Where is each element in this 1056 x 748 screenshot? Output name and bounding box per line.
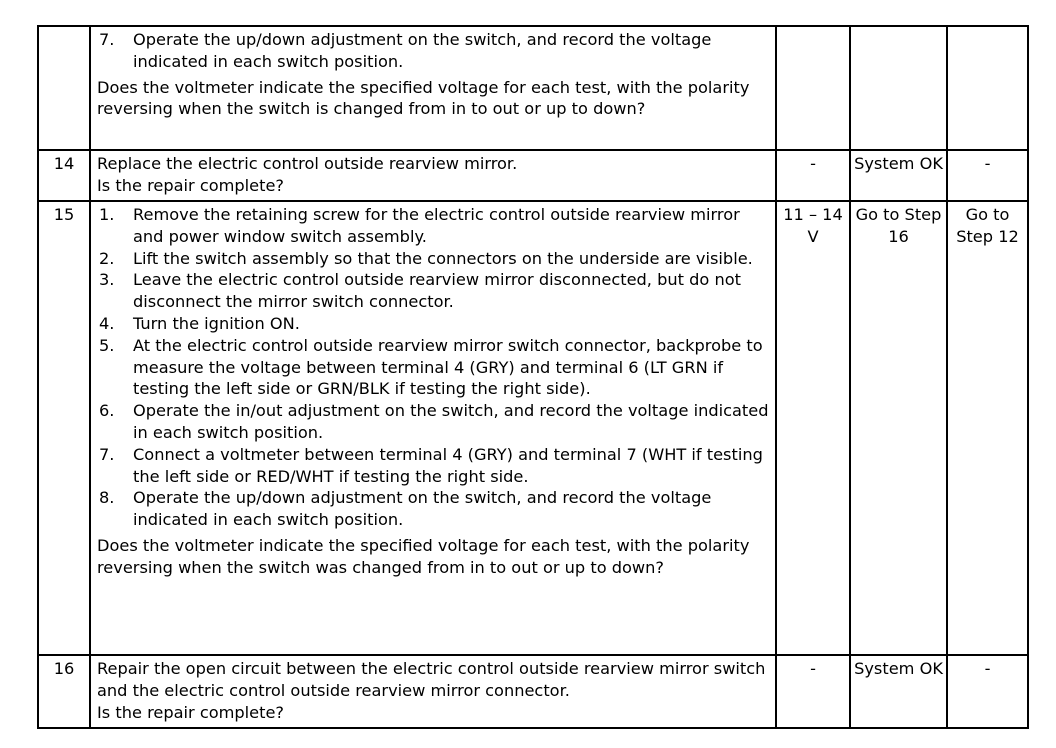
instruction-number: 1. <box>99 205 115 224</box>
instruction-number: 2. <box>99 248 115 268</box>
question-text: Is the repair complete? <box>97 175 285 195</box>
instruction-number: 7. <box>99 444 115 464</box>
instruction-item <box>97 248 769 270</box>
table-row <box>38 201 1028 655</box>
instruction-number: 5. <box>99 335 115 355</box>
no-cell <box>947 26 1028 150</box>
action-cell <box>90 150 776 201</box>
yes-cell: System OK <box>850 150 947 201</box>
yes-cell: Go to Step 16 <box>850 201 947 655</box>
instruction-item <box>97 204 769 248</box>
step-number: 16 <box>38 655 90 728</box>
action-text: Repair the open circuit between the electric control outside rearview mirror switch and the electric control outside rearview mirror connector. <box>97 659 766 700</box>
value-cell <box>776 26 850 150</box>
action-cell <box>90 26 776 150</box>
yes-cell <box>850 26 947 150</box>
value-cell: - <box>776 150 850 201</box>
value-cell: 11 – 14 V <box>776 201 850 655</box>
question-text: Does the voltmeter indicate the specified voltage for each test, with the polarity reversing when the switch is changed from in to out or up to down? <box>97 77 750 119</box>
instruction-text: Operate the up/down adjustment on the switch, and record the voltage indicated in each switch position. <box>133 488 712 530</box>
instruction-number: 8. <box>99 488 115 508</box>
question-text: Does the voltmeter indicate the specified voltage for each test, with the polarity reversing when the switch was changed from in to out or up to down? <box>97 535 750 577</box>
step-number: 15 <box>38 201 90 655</box>
instruction-item <box>97 29 769 73</box>
instruction-text: Operate the up/down adjustment on the switch, and record the voltage indicated in each switch position. <box>133 30 712 71</box>
instruction-item <box>97 400 769 444</box>
action-cell <box>90 201 776 655</box>
action-cell <box>90 655 776 728</box>
instruction-text: Remove the retaining screw for the electric control outside rearview mirror and power window switch assembly. <box>133 205 740 246</box>
instruction-text: Leave the electric control outside rearview mirror disconnected, but do not disconnect the mirror switch connector. <box>133 270 741 312</box>
action-text: Replace the electric control outside rearview mirror. <box>97 154 518 173</box>
table-row <box>38 26 1028 150</box>
table-row <box>38 150 1028 201</box>
no-cell: Go to Step 12 <box>947 201 1028 655</box>
table-row <box>38 655 1028 728</box>
instruction-list <box>97 29 769 73</box>
instruction-number: 6. <box>99 401 115 421</box>
instruction-number: 7. <box>99 30 115 49</box>
value-cell: - <box>776 655 850 728</box>
yes-cell: System OK <box>850 655 947 728</box>
step-number: 14 <box>38 150 90 201</box>
instruction-text: Connect a voltmeter between terminal 4 (GRY) and terminal 7 (WHT if testing the left side or RED/WHT if testing the right side. <box>133 444 763 486</box>
instruction-item <box>97 487 769 531</box>
instruction-item <box>97 335 769 400</box>
question-text: Is the repair complete? <box>97 702 285 722</box>
instruction-item <box>97 313 769 335</box>
instruction-text: Operate the in/out adjustment on the switch, and record the voltage indicated in each switch position. <box>133 401 769 442</box>
instruction-text: At the electric control outside rearview mirror switch connector, backprobe to measure the voltage between terminal 4 (GRY) and terminal 6 (LT GRN if testing the left side or GRN/BLK if testing the right side). <box>133 335 763 399</box>
no-cell: - <box>947 655 1028 728</box>
no-cell: - <box>947 150 1028 201</box>
step-number <box>38 26 90 150</box>
instruction-item <box>97 444 769 488</box>
instruction-item <box>97 269 769 313</box>
instruction-number: 4. <box>99 313 115 333</box>
instruction-list <box>97 204 769 531</box>
instruction-number: 3. <box>99 270 115 290</box>
diagnostic-table <box>37 25 1029 729</box>
instruction-text: Turn the ignition ON. <box>133 313 300 333</box>
instruction-text: Lift the switch assembly so that the connectors on the underside are visible. <box>133 248 753 268</box>
